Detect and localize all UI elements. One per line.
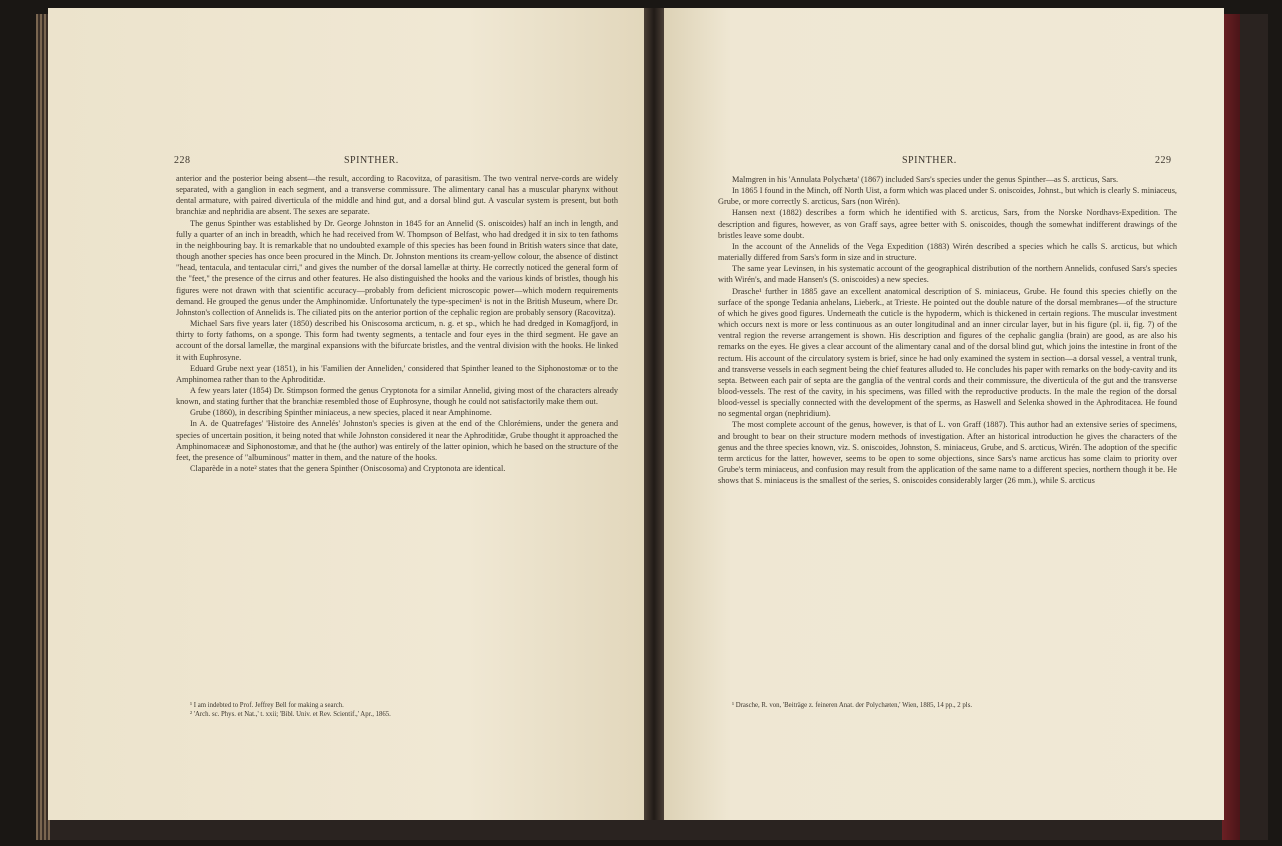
paragraph: Hansen next (1882) describes a form which he identified with S. arcticus, Sars, from the Norske Nordhavs-Expedition. The description and figures, however, as von Graff says, agree better with S. oniscoides, though the somewhat indifferent drawings of the bristles leave some doubt.	[718, 208, 1177, 240]
paragraph: The most complete account of the genus, however, is that of L. von Graff (1887). This author had an extensive series of specimens, and brought to bear on their structure modern methods of investigation. After an historical introduction he gives the characters of the genus and the three species known, viz. S. oniscoides, Johnston, S. miniaceus, Grube, and S. arcticus, Wirén. The adoption of the specific term arcticus for the latter, however, seems to be open to some objections, since Sars's name arcticus has some claim to priority over Grube's term miniaceus, and confusion may result from the application of the same name to a different species, northern though it be. He shows that S. miniaceus is the smallest of the series, S. oniscoides considerably larger (26 mm.), while S. arcticus	[718, 420, 1177, 486]
paragraph: A few years later (1854) Dr. Stimpson formed the genus Cryptonota for a similar Annelid, giving most of the characters already known, and stating further that the branchiæ resembled those of Euphrosyne, though he could not satisfactorily make them out.	[176, 385, 618, 407]
running-head: SPINTHER.	[344, 155, 399, 166]
footnote: ¹ I am indebted to Prof. Jeffrey Bell for making a search.	[190, 702, 344, 709]
paragraph: Eduard Grube next year (1851), in his 'Familien der Anneliden,' considered that Spinther leaned to the Siphonostomæ or to the Amphinomea rather than to the Aphroditidæ.	[176, 363, 618, 384]
paragraph: Grube (1860), in describing Spinther miniaceus, a new species, placed it near Amphinome.	[190, 408, 492, 418]
left-body-text	[176, 173, 618, 474]
paragraph: anterior and the posterior being absent—the result, according to Racovitza, of parasitism. The two ventral nerve-cords are widely separated, with a ganglion in each segment, and a transverse commissure. The alimentary canal has a muscular pharynx without dental armature, with paired diverticula of the middle and hind gut, and a dorsal blind gut. A vascular system is present, but both branchiæ and nephridia are absent. The sexes are separate.	[176, 174, 618, 217]
left-page	[48, 8, 644, 820]
footnote: ² 'Arch. sc. Phys. et Nat.,' t. xxii; 'Bibl. Univ. et Rev. Scientif.,' Apr., 1865.	[190, 711, 391, 718]
paragraph: Claparède in a note² states that the genera Spinther (Oniscosoma) and Cryptonota are identical.	[190, 464, 506, 474]
book-gutter	[644, 8, 664, 820]
paragraph: Malmgren in his 'Annulata Polychæta' (1867) included Sars's species under the genus Spinther—as S. arcticus, Sars.	[732, 175, 1119, 184]
paragraph: The genus Spinther was established by Dr. George Johnston in 1845 for an Annelid (S. oniscoides) half an inch in length, and fully a quarter of an inch in breadth, which he had received from W. Thompson of Belfast, who had dredged it in six to ten fathoms in the neighbouring bay. It is remarkable that no undoubted example of this species has been found in British waters since that date, though another species has once been procured in the Minch. Dr. Johnston mentions its cream-yellow colour, the absence of distinct "head, tentacula, and tentacular cirri," and gives the number of the dorsal lamellæ at thirty. He correctly noticed the general form of the "feet," the presence of the cirrus and other features. He also distinguished the hooks and the various kinds of bristles, though his figures were not drawn with that scientific accuracy—probably from deficient microscopic power—which modern requirements demand. He grouped the genus under the Amphinomidæ. Unfortunately the type-specimen¹ is not in the British Museum, where Dr. Johnston's collection of Annelids is. The ciliated pits on the anterior portion of the cephalic region are probably sensory (Racovitza).	[176, 218, 618, 317]
right-body-text	[718, 174, 1177, 486]
right-footnotes	[718, 701, 1177, 710]
running-head: SPINTHER.	[902, 155, 957, 166]
footnote: ¹ Drasche, R. von, 'Beiträge z. feineren Anat. der Polychæten,' Wien, 1885, 14 pp., 2 pls.	[732, 702, 973, 709]
right-page	[664, 8, 1224, 820]
paragraph: The same year Levinsen, in his systematic account of the geographical distribution of the northern Annelids, confused Sars's species with Wirén's, and made Hansen's (S. oniscoides) a new species.	[718, 264, 1177, 285]
paragraph: Drasche¹ further in 1885 gave an excellent anatomical description of S. miniaceus, Grube. He found this species chiefly on the surface of the sponge Tedania anhelans, Lieberk., at Trieste. He pointed out the double nature of the dorsal membranes—of the structure of which he gives good figures. Underneath the cuticle is the hypoderm, which is thickened in certain regions. The muscular investment which occurs next is more or less continuous as an outer longitudinal and an inner circular layer, but in his figure (pl. ii, fig. 7) of the ventral region the reverse arrangement is shown. His description and figures of the cephalic ganglia (brain) are good, as are also his remarks on the eyes. He gives a clear account of the alimentary canal and of the dorsal blind gut, which joins the intestine in front of the rectum. His account of the circulatory system is brief, since he had only examined the system in section—a dorsal vessel, a ventral trunk, and transverse vessels in each segment being the chief features alluded to. He concludes his paper with remarks on the body-cavity and its septa. Between each pair of septa are the ganglia of the ventral cords and their commissure, the diverticula of the gut and the transverse blood-vessels. The rest of the cavity, in his specimens, was filled with the reproductive products. In the male the region of the dorsal blood-vessel is specially connected with the development of the sperms, as Haswell and Selenka showed in the Aphroditacea. He found no segmental organ (nephridium).	[718, 286, 1177, 419]
page-number: 229	[1155, 155, 1172, 166]
paragraph: Michael Sars five years later (1850) described his Oniscosoma arcticum, n. g. et sp., which he had dredged in Komagfjord, in thirty to forty fathoms, on a sponge. This form had twenty segments, a tentacle and four eyes in the third segment. He gave an account of the dorsal lamellæ, the marginal expansions with the bifurcate bristles, and the ventral division with the hooks. He linked it with Euphrosyne.	[176, 319, 618, 362]
paragraph: In A. de Quatrefages' 'Histoire des Annelés' Johnston's species is given at the end of the Chlorémiens, under the genera and species of uncertain position, it being noted that while Johnston considered it near the Aphroditidæ, Grube thought it approached the Amphinomaceæ and Siphonostomæ, and that he (the author) was entirely of the latter opinion, which he based on the structure of the feet, the presence of "albuminous" matter in them, and the nature of the hooks.	[176, 419, 618, 462]
paragraph: In the account of the Annelids of the Vega Expedition (1883) Wirén described a species which he calls S. arcticus, but which materially differed from Sars's form in size and in structure.	[718, 241, 1177, 263]
left-footnotes	[176, 701, 618, 719]
page-number: 228	[174, 155, 191, 166]
paragraph: In 1865 I found in the Minch, off North Uist, a form which was placed under S. oniscoides, Johnst., but which is clearly S. miniaceus, Grube, or more correctly S. arcticus, Sars (non Wirén).	[718, 186, 1177, 207]
right-cover-edge	[1222, 14, 1240, 840]
